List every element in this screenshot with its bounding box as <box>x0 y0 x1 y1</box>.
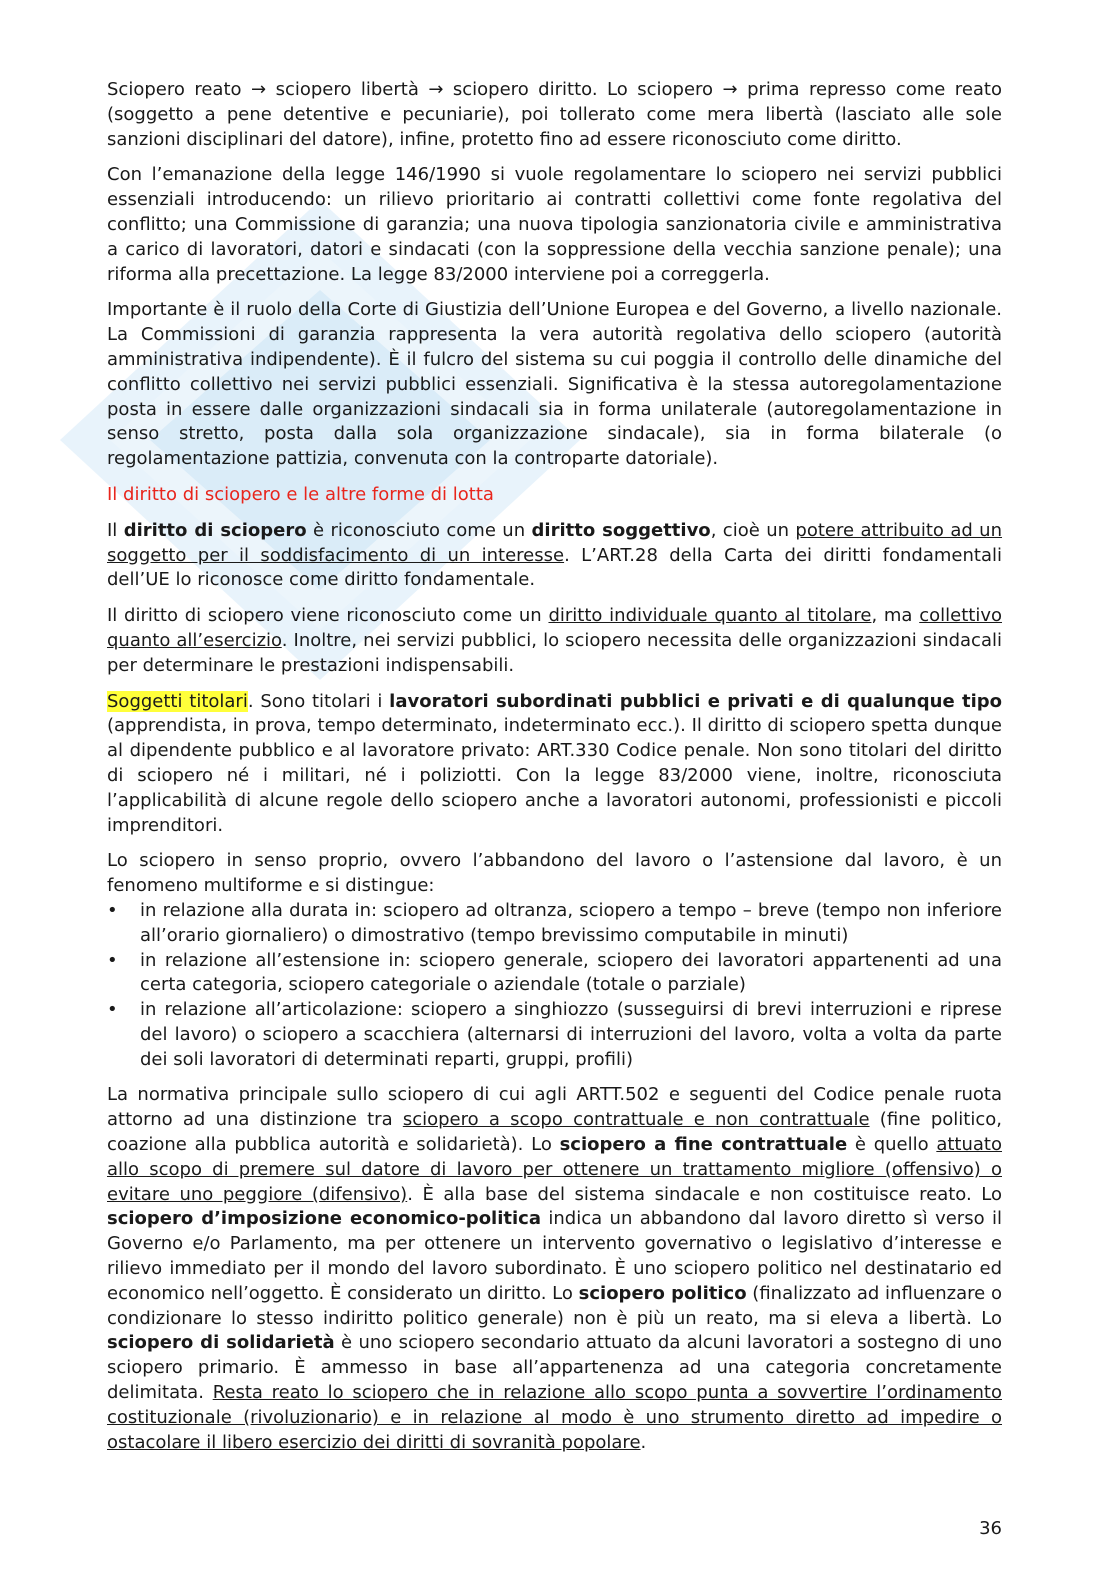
bold-text: lavoratori subordinati pubblici e privati e di qualunque tipo <box>389 690 1003 712</box>
bullet-icon: • <box>107 999 118 1021</box>
bold-text: sciopero a fine contrattuale <box>559 1134 848 1156</box>
paragraph-diritto-soggettivo <box>107 519 1002 593</box>
text-run: . È alla base del sistema sindacale e non costituisce reato. Lo <box>407 1183 1002 1205</box>
paragraph-text: Con l’emanazione della legge 146/1990 si vuole regolamentare lo sciopero nei servizi pubblici essenziali introducendo: un rilievo prioritario ai contratti collettivi come fonte regolativa del conflitto; una Commissione di garanzia; una nuova tipologia sanzionatoria civile e amministrativa a carico di lavoratori, datori e sindacati (con la soppressione della vecchia sanzione penale); una riforma alla precettazione. La legge 83/2000 interviene poi a correggerla. <box>107 164 1002 285</box>
underlined-text: potere attribuito ad un soggetto per il soddisfacimento di un interesse <box>107 519 1003 566</box>
bullet-list <box>107 899 1002 1073</box>
text-run: La normativa principale sullo sciopero di cui agli ARTT.502 e seguenti del Codice penale ruota attorno ad una distinzione tra <box>107 1084 1002 1131</box>
paragraph-normativa-principale <box>107 1083 1002 1455</box>
list-item <box>107 998 1002 1072</box>
text-run: . <box>640 1431 647 1453</box>
underlined-text: Resta reato lo sciopero che in relazione allo scopo punta a sovvertire l’ordinamento costituzionale (rivoluzionario) e in relazione al modo è uno strumento diretto ad impedire o ostacolare il libero esercizio dei diritti di sovranità popolare <box>107 1382 1002 1453</box>
bold-text: sciopero politico <box>578 1282 747 1304</box>
paragraph-soggetti-titolari <box>107 690 1002 839</box>
list-item-text: in relazione all’articolazione: sciopero a singhiozzo (susseguirsi di brevi interruzioni e riprese del lavoro) o sciopero a scacchiera (alternarsi di interruzioni del lavoro, volta a volta da parte dei soli lavoratori di determinati reparti, gruppi, profili) <box>140 999 1002 1070</box>
underlined-text: collettivo quanto all’esercizio <box>107 605 1002 651</box>
paragraph-commissione-garanzia <box>107 298 1002 472</box>
list-item-text: in relazione alla durata in: sciopero ad oltranza, sciopero a tempo – breve (tempo non inferiore all’orario giornaliero) o dimostrativo (tempo brevissimo computabile in minuti) <box>140 899 1002 946</box>
bold-text: sciopero d’imposizione economico-politica <box>107 1208 541 1230</box>
underlined-text: attuato allo scopo di premere sul datore di lavoro per ottenere un trattamento migliore (offensivo) o evitare uno peggiore (difensivo) <box>107 1134 1002 1205</box>
text-run: , cioè un <box>710 519 796 541</box>
text-run: (fine politico, coazione alla pubblica autorità e solidarietà). Lo <box>107 1109 1002 1156</box>
list-item <box>107 949 1002 999</box>
paragraph-diritto-individuale <box>107 604 1002 678</box>
text-run: indica un abbandono dal lavoro diretto sì verso il Governo e/o Parlamento, ma per ottenere un intervento governativo o legislativo d’interesse e rilievo immediato per il mondo del lavoro subordinato. È uno sciopero politico nel destinatario ed economico nell’oggetto. È considerato un diritto. Lo <box>107 1208 1002 1304</box>
paragraph-sciopero-evoluzione <box>107 78 1002 152</box>
paragraph-legge-146-1990 <box>107 163 1002 287</box>
page-content <box>107 78 1002 1466</box>
underlined-text: diritto individuale quanto al titolare <box>548 605 872 627</box>
bullet-icon: • <box>107 949 118 971</box>
text-run: . Inoltre, nei servizi pubblici, lo sciopero necessita delle organizzazioni sindacali per determinare le prestazioni indispensabili. <box>107 629 1002 676</box>
bullet-icon: • <box>107 899 118 921</box>
text-run: Il diritto di sciopero viene riconosciuto come un <box>107 605 549 627</box>
list-item-text: in relazione all’estensione in: sciopero generale, sciopero dei lavoratori appartenenti ad una certa categoria, sciopero categoriale o aziendale (totale o parziale) <box>140 949 1002 996</box>
bold-text: diritto di sciopero <box>123 519 307 541</box>
highlighted-text: Soggetti titolari <box>107 690 248 712</box>
section-heading: Il diritto di sciopero e le altre forme di lotta <box>107 483 494 505</box>
underlined-text: sciopero a scopo contrattuale e non contrattuale <box>402 1109 870 1131</box>
text-run: è quello <box>847 1134 937 1156</box>
bold-text: sciopero di solidarietà <box>107 1332 335 1354</box>
paragraph-text: Importante è il ruolo della Corte di Giustizia dell’Unione Europea e del Governo, a livello nazionale. La Commissioni di garanzia rappresenta la vera autorità regolativa dello sciopero (autorità amministrativa indipendente). È il fulcro del sistema su cui poggia il controllo delle dinamiche del conflitto collettivo nei servizi pubblici essenziali. Significativa è la stessa autoregolamentazione posta in essere dalle organizzazioni sindacali sia in forma unilaterale (autoregolamentazione in senso stretto, posta dalla sola organizzazione sindacale), sia in forma bilaterale (o regolamentazione pattizia, convenuta con la controparte datoriale). <box>107 299 1002 470</box>
text-run: (finalizzato ad influenzare o condizionare lo stesso indiritto politico generale) non è più un reato, ma si eleva a libertà. Lo <box>107 1282 1002 1329</box>
list-item <box>107 899 1002 949</box>
text-run: è riconosciuto come un <box>306 519 532 541</box>
text-run: (apprendista, in prova, tempo determinato, indeterminato ecc.). Il diritto di sciopero spetta dunque al dipendente pubblico e al lavoratore privato: ART.330 Codice penale. Non sono titolari del diritto di sciopero né i militari, né i poliziotti. Con la legge 83/2000 viene, inoltre, riconosciuta l’applicabilità di alcune regole dello sciopero anche a lavoratori autonomi, professionisti e piccoli imprenditori. <box>107 715 1002 836</box>
bold-text: diritto soggettivo <box>531 519 711 541</box>
text-run: . L’ART.28 della Carta dei diritti fondamentali dell’UE lo riconosce come diritto fondamentale. <box>107 544 1002 591</box>
page-number: 36 <box>979 1518 1002 1539</box>
text-run: , ma <box>871 605 920 627</box>
text-run: è uno sciopero secondario attuato da alcuni lavoratori a sostegno di uno sciopero primario. È ammesso in base all’appartenenza ad una categoria concretamente delimitata. <box>107 1332 1002 1404</box>
text-run: Il <box>107 519 124 541</box>
paragraph-text: Sciopero reato → sciopero libertà → sciopero diritto. Lo sciopero → prima represso come reato (soggetto a pene detentive e pecuniarie), poi tollerato come mera libertà (lasciato alle sole sanzioni disciplinari del datore), infine, protetto fino ad essere riconosciuto come diritto. <box>107 79 1002 150</box>
paragraph-senso-proprio <box>107 849 1002 899</box>
text-run: . Sono titolari i <box>247 690 390 712</box>
paragraph-text: Lo sciopero in senso proprio, ovvero l’abbandono del lavoro o l’astensione dal lavoro, è un fenomeno multiforme e si distingue: <box>107 850 1002 897</box>
